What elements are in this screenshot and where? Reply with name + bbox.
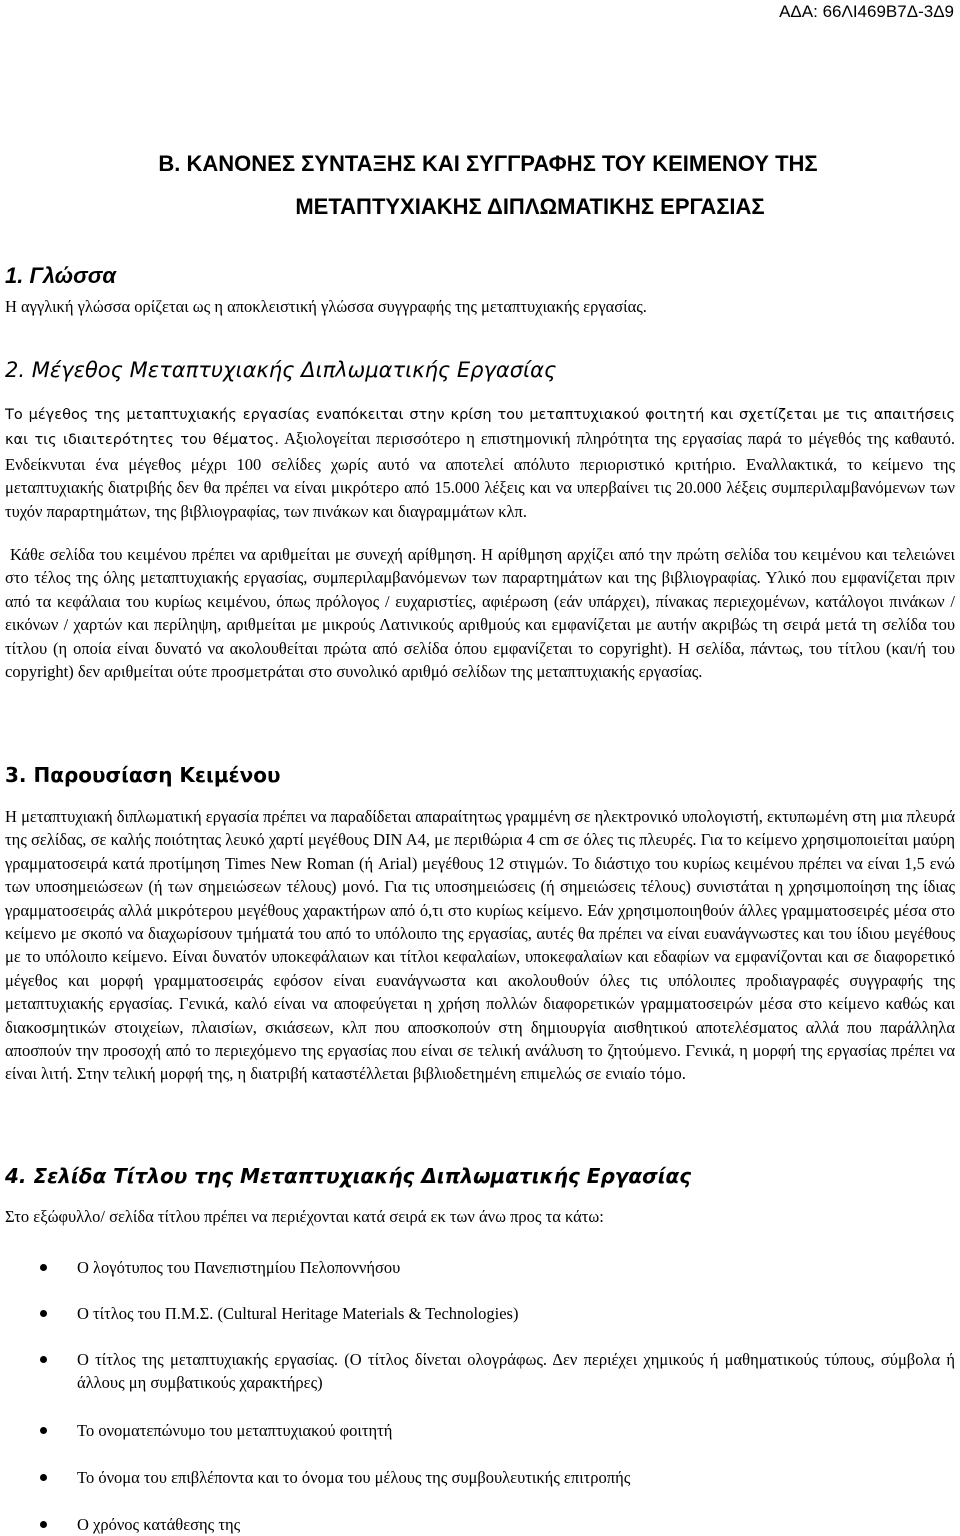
section-2-heading: 2. Μέγεθος Μεταπτυχιακής Διπλωματικής Εργασίας: [5, 358, 557, 382]
list-item: Το όνομα του επιβλέποντα και το όνομα του μέλους της συμβουλευτικής επιτροπής: [0, 1466, 955, 1489]
section-4-intro: Στο εξώφυλλο/ σελίδα τίτλου πρέπει να περιέχονται κατά σειρά εκ των άνω προς τα κάτω:: [5, 1207, 604, 1226]
section-2-paragraph-1-start: Το μέγεθος της μεταπτυχιακής εργασίας εναπόκειται στην κρίση του μεταπτυχιακού φοιτητή και σχετίζεται με τις απαιτήσεις και τις ιδιαιτερότητες του θέματος.: [5, 407, 955, 449]
section-1-text: Η αγγλική γλώσσα ορίζεται ως η αποκλειστική γλώσσα συγγραφής της μεταπτυχιακής εργασίας.: [5, 297, 647, 316]
ada-code: ΑΔΑ: 66ΛΙ469Β7Δ-3Δ9: [779, 2, 954, 21]
section-4-heading: 4. Σελίδα Τίτλου της Μεταπτυχιακής Διπλωματικής Εργασίας: [5, 1164, 692, 1188]
section-1-heading: 1. Γλώσσα: [5, 263, 116, 288]
section-3-heading: 3. Παρουσίαση Κειμένου: [5, 763, 281, 787]
bullet-icon: [40, 1310, 47, 1317]
section-3-paragraph: Η μεταπτυχιακή διπλωματική εργασία πρέπει να παραδίδεται απαραίτητως γραμμένη σε ηλεκτρονικό υπολογιστή, εκτυπωμένη στη μια πλευρά της σελίδας, σε καλής ποιότητας λευκό χαρτί μεγέθους DIN A4, με περιθώρια 4 cm σε όλες τις πλευρές. Για το κείμενο χρησιμοποιείται μαύρη γραμματοσειρά κατά προτίμηση Times New Roman (ή Arial) μεγέθους 12 στιγμών. Το διάστιχο του κυρίως κειμένου πρέπει να είναι 1,5 ενώ των υποσημειώσεων (ή των σημειώσεων τέλους) μονό. Για τις υποσημειώσεις (ή σημειώσεις τέλους) συνιστάται η χρησιμοποίηση της ίδιας γραμματοσειράς αλλά μικρότερου μεγέθους χαρακτήρων από ό,τι στο κυρίως κείμενο. Εάν χρησιμοποιηθούν άλλες γραμματοσειρές μέσα στο κείμενο με σκοπό να διαχωρίσουν τμήματά του από το υπόλοιπο της εργασίας, αυτές θα πρέπει να είναι ευανάγνωστες και του ίδιου μεγέθους με το υπόλοιπο κείμενο. Είναι δυνατόν υποκεφάλαιων και τίτλοι κεφαλαίων, υποκεφαλαίων και εδαφίων να εμφανίζονται και σε διαφορετικό μέγεθος και μορφή γραμματοσειράς εφόσον είναι ευανάγνωστα και ακολουθούν όλες τις υπόλοιπες προδιαγραφές συγγραφής της μεταπτυχιακής εργασίας. Γενικά, καλό είναι να αποφεύγεται η χρήση πολλών διαφορετικών γραμματοσειρών μέσα στο κείμενο καθώς και διακοσμητικών στοιχείων, πλαισίων, σκιάσεων, κλπ που αποσκοπούν στη δημιουργία αισθητικού αποτελέσματος αλλά που παράλληλα αποσπούν την προσοχή από το περιεχόμενο της εργασίας που είναι σε τελική ανάλυση το ζητούμενο. Γενικά, η μορφή της εργασίας πρέπει να είναι λιτή. Στην τελική μορφή της, η διατριβή καταστέλλεται βιβλιοδετημένη επιμελώς σε ενιαίο τόμο.: [5, 807, 955, 1084]
bullet-icon: [40, 1474, 47, 1481]
page-title-line-2: ΜΕΤΑΠΤΥΧΙΑΚΗΣ ΔΙΠΛΩΜΑΤΙΚΗΣ ΕΡΓΑΣΙΑΣ: [295, 194, 765, 219]
bullet-icon: [40, 1427, 47, 1434]
list-item: Ο χρόνος κατάθεσης της: [0, 1513, 955, 1536]
list-item: Ο τίτλος της μεταπτυχιακής εργασίας. (Ο τίτλος δίνεται ολογράφως. Δεν περιέχει χημικούς ή μαθηματικούς τύπους, σύμβολα ή άλλους μη συμβατικούς χαρακτήρες): [0, 1348, 955, 1394]
section-2-paragraph-1: [5, 402, 955, 523]
list-item: Ο λογότυπος του Πανεπιστημίου Πελοποννήσου: [0, 1256, 955, 1279]
list-item: Το ονοματεπώνυμο του μεταπτυχιακού φοιτητή: [0, 1419, 955, 1442]
bullet-icon: [40, 1521, 47, 1528]
section-2-paragraph-2: Κάθε σελίδα του κειμένου πρέπει να αριθμείται με συνεχή αρίθμηση. Η αρίθμηση αρχίζει από την πρώτη σελίδα του κειμένου και τελειώνει στο τέλος της όλης μεταπτυχιακής εργασίας, συμπεριλαμβανόμενων των παραρτημάτων και της βιβλιογραφίας. Υλικό που εμφανίζεται πριν από τα κεφάλαια του κυρίως κειμένου, όπως πρόλογος / ευχαριστίες, αφιέρωση (εάν υπάρχει), πίνακας περιεχομένων, κατάλογοι πινάκων / εικόνων / χαρτών και περίληψη, αριθμείται με μικρούς Λατινικούς αριθμούς και εμφανίζεται με αυτήν ακριβώς τη σειρά μετά τη σελίδα του τίτλου (η οποία είναι δυνατό να ακολουθείται πρώτα από σελίδα όπου εμφανίζεται το copyright). Η σελίδα, πάντως, του τίτλου (και/ή του copyright) δεν αριθμείται ούτε προσμετράται στο συνολικό αριθμό σελίδων της μεταπτυχιακής εργασίας.: [5, 545, 955, 682]
list-item: Ο τίτλος του Π.Μ.Σ. (Cultural Heritage Materials & Technologies): [0, 1302, 955, 1325]
bullet-icon: [40, 1264, 47, 1271]
title-page-requirements-list: [0, 1256, 955, 1536]
bullet-icon: [40, 1356, 47, 1363]
section-2-paragraph-1-rest: Αξιολογείται περισσότερο η επιστημονική πληρότητα της εργασίας παρά το μέγεθός της καθαυτό. Ενδείκνυται ένα μέγεθος μέχρι 100 σελίδες χωρίς αυτό να αποτελεί απόλυτο περιοριστικό κριτήριο. Εναλλακτικά, το κείμενο της μεταπτυχιακής διατριβής δεν θα πρέπει να είναι μικρότερο από 15.000 λέξεις και να υπερβαίνει τις 20.000 λέξεις συμπεριλαμβανόμενων των τυχόν παραρτημάτων, της βιβλιογραφίας, των πινάκων και διαγραμμάτων κλπ.: [5, 429, 955, 521]
page-title-line-1: Β. ΚΑΝΟΝΕΣ ΣΥΝΤΑΞΗΣ ΚΑΙ ΣΥΓΓΡΑΦΗΣ ΤΟΥ ΚΕΙΜΕΝΟΥ ΤΗΣ: [158, 151, 818, 176]
